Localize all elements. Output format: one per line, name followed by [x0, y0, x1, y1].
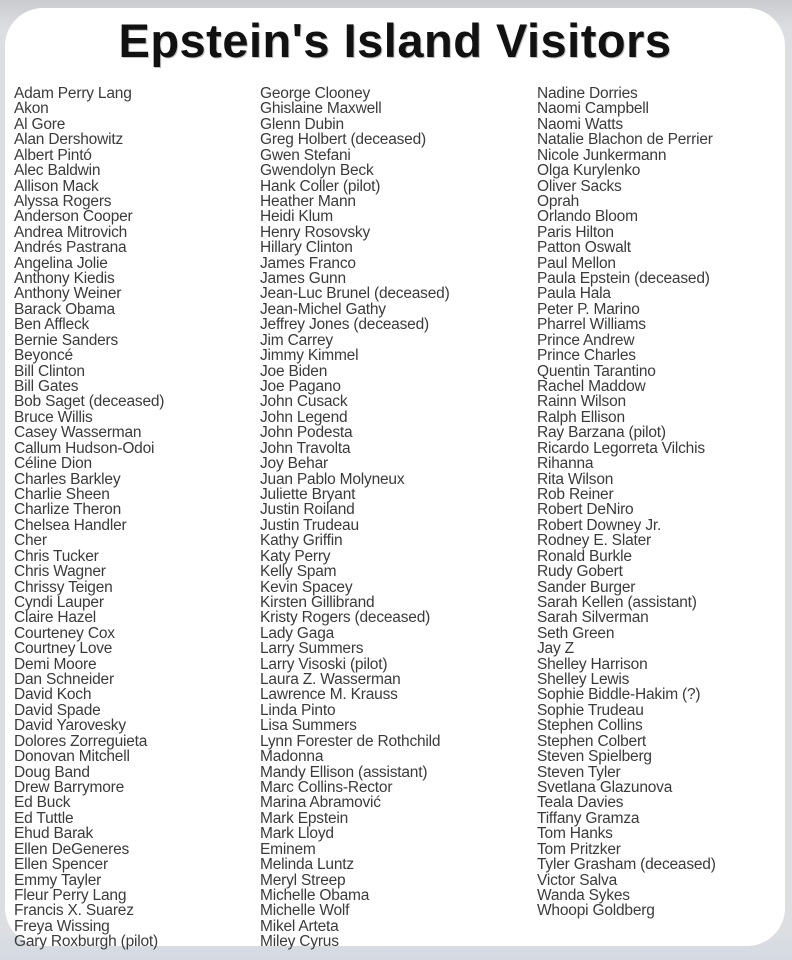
visitor-name: Claire Hazel — [14, 609, 97, 627]
visitor-name: Jay Z — [537, 640, 574, 658]
visitor-name: David Yarovesky — [14, 717, 126, 735]
visitor-name: Ben Affleck — [14, 316, 90, 334]
visitor-name: Emmy Tayler — [14, 871, 102, 889]
visitor-name: Naomi Watts — [537, 115, 623, 133]
visitor-name: Jimmy Kimmel — [260, 347, 359, 365]
visitor-name: Chris Tucker — [14, 547, 99, 565]
visitor-name: Bill Gates — [14, 378, 79, 396]
visitor-name: Natalie Blachon de Perrier — [537, 131, 713, 149]
visitor-name: James Franco — [260, 254, 356, 272]
visitor-name: Hillary Clinton — [260, 239, 353, 257]
visitor-name: Stephen Collins — [537, 717, 643, 735]
visitor-name: Joe Pagano — [260, 378, 341, 396]
visitor-name: Ricardo Legorreta Vilchis — [537, 439, 705, 457]
visitor-name: Svetlana Glazunova — [537, 778, 673, 796]
visitor-name: Wanda Sykes — [537, 886, 630, 904]
visitor-name: Courteney Cox — [14, 624, 115, 642]
visitor-name: Joe Biden — [260, 362, 328, 380]
visitor-name: Charlie Sheen — [14, 485, 110, 503]
visitor-name: Laura Z. Wasserman — [260, 671, 401, 689]
visitor-name: Céline Dion — [14, 455, 92, 473]
page-title: Epstein's Island Visitors — [118, 14, 672, 67]
visitor-name: Dolores Zorreguieta — [14, 732, 148, 750]
visitor-name: Chrissy Teigen — [14, 578, 113, 596]
visitor-column-1 — [14, 85, 260, 951]
visitor-name: Rudy Gobert — [537, 563, 623, 581]
visitor-name: Prince Andrew — [537, 331, 635, 349]
visitor-name: Jean-Luc Brunel (deceased) — [260, 285, 450, 303]
visitor-name: Courtney Love — [14, 640, 113, 658]
visitor-name: Callum Hudson-Odoi — [14, 439, 155, 457]
visitor-name: Anthony Weiner — [14, 285, 122, 303]
visitor-name: Peter P. Marino — [537, 300, 640, 318]
visitor-name: Drew Barrymore — [14, 778, 125, 796]
visitor-name: Kelly Spam — [260, 563, 337, 581]
visitor-name: Akon — [14, 100, 49, 118]
visitor-name: Ray Barzana (pilot) — [537, 424, 666, 442]
visitor-name: Sophie Biddle-Hakim (?) — [537, 686, 701, 704]
visitor-name: Albert Pintó — [14, 146, 92, 164]
visitor-name: Joy Behar — [260, 455, 328, 473]
visitor-name: Tiffany Gramza — [537, 809, 640, 827]
visitor-name: Oprah — [537, 192, 580, 210]
visitor-name: Sander Burger — [537, 578, 636, 596]
visitor-name: Eminem — [260, 840, 316, 858]
visitor-name: Adam Perry Lang — [14, 85, 132, 102]
visitor-name: Sarah Kellen (assistant) — [537, 593, 697, 611]
visitor-name: Justin Trudeau — [260, 516, 359, 534]
visitor-name: Quentin Tarantino — [537, 362, 656, 380]
visitor-name: Cyndi Lauper — [14, 593, 104, 611]
visitor-name: David Koch — [14, 686, 92, 704]
visitor-name: Chelsea Handler — [14, 516, 127, 534]
visitor-name: Nadine Dorries — [537, 85, 638, 102]
visitor-name: Allison Mack — [14, 177, 99, 195]
visitor-name: Heather Mann — [260, 192, 356, 210]
visitor-name: Rita Wilson — [537, 470, 614, 488]
visitor-name: Donovan Mitchell — [14, 748, 130, 766]
visitor-name: Anthony Kiedis — [14, 270, 115, 288]
visitor-name: Linda Pinto — [260, 701, 336, 719]
visitor-name: Jeffrey Jones (deceased) — [260, 316, 429, 334]
visitor-name: Juan Pablo Molyneux — [260, 470, 405, 488]
visitor-name: Hank Coller (pilot) — [260, 177, 381, 195]
visitor-name: Ralph Ellison — [537, 408, 625, 426]
visitor-name: Lady Gaga — [260, 624, 335, 642]
visitor-name: Francis X. Suarez — [14, 902, 134, 920]
visitor-name: Marc Collins-Rector — [260, 778, 393, 796]
visitor-name: Nicole Junkermann — [537, 146, 667, 164]
visitor-name: Beyoncé — [14, 347, 73, 365]
visitor-name: Robert DeNiro — [537, 501, 634, 519]
visitor-name: Ed Tuttle — [14, 809, 74, 827]
visitor-name: Doug Band — [14, 763, 90, 781]
visitor-name: Larry Summers — [260, 640, 364, 658]
visitor-name: Seth Green — [537, 624, 615, 642]
visitor-name: Al Gore — [14, 115, 66, 133]
visitor-name: Rihanna — [537, 455, 594, 473]
visitor-name: Robert Downey Jr. — [537, 516, 662, 534]
visitor-name: Prince Charles — [537, 347, 636, 365]
visitor-name: Steven Tyler — [537, 763, 621, 781]
visitor-name: Casey Wasserman — [14, 424, 142, 442]
visitor-name: Andrea Mitrovich — [14, 223, 128, 241]
visitor-name: Kirsten Gillibrand — [260, 593, 375, 611]
visitor-name: Katy Perry — [260, 547, 331, 565]
visitor-name: Mikel Arteta — [260, 917, 339, 935]
visitor-name: Steven Spielberg — [537, 748, 652, 766]
visitor-name: Mandy Ellison (assistant) — [260, 763, 428, 781]
visitor-name: Cher — [14, 532, 47, 550]
visitor-name: John Travolta — [260, 439, 351, 457]
visitor-name: Juliette Bryant — [260, 485, 356, 503]
visitor-name: George Clooney — [260, 85, 371, 102]
visitor-name: Alyssa Rogers — [14, 192, 112, 210]
visitor-name: Dan Schneider — [14, 671, 114, 689]
visitor-name: Ellen Spencer — [14, 856, 108, 874]
visitor-name: Oliver Sacks — [537, 177, 622, 195]
visitor-name: Kevin Spacey — [260, 578, 353, 596]
visitor-name: Chris Wagner — [14, 563, 106, 581]
visitor-name: Mark Epstein — [260, 809, 349, 827]
visitor-name: James Gunn — [260, 270, 346, 288]
visitor-name: Gary Roxburgh (pilot) — [14, 933, 158, 951]
visitor-name: Tom Pritzker — [537, 840, 621, 858]
visitor-name: John Cusack — [260, 393, 348, 411]
visitor-name: Charlize Theron — [14, 501, 121, 519]
visitor-name: Justin Roiland — [260, 501, 355, 519]
visitor-name: Fleur Perry Lang — [14, 886, 127, 904]
visitor-name: Sophie Trudeau — [537, 701, 644, 719]
visitor-name: Greg Holbert (deceased) — [260, 131, 426, 149]
visitor-name: Miley Cyrus — [260, 933, 339, 951]
visitor-name: Tom Hanks — [537, 825, 613, 843]
visitor-name: Madonna — [260, 748, 324, 766]
visitor-name: Mark Lloyd — [260, 825, 334, 843]
visitor-name: Stephen Colbert — [537, 732, 647, 750]
visitor-name: Paul Mellon — [537, 254, 616, 272]
visitor-name: Lawrence M. Krauss — [260, 686, 398, 704]
visitor-name: Alec Baldwin — [14, 162, 101, 180]
visitor-name: Lynn Forester de Rothchild — [260, 732, 441, 750]
visitor-name: Michelle Wolf — [260, 902, 350, 920]
visitor-name: Lisa Summers — [260, 717, 357, 735]
visitor-name: Charles Barkley — [14, 470, 121, 488]
visitor-name: Bill Clinton — [14, 362, 85, 380]
visitor-column-3 — [537, 86, 781, 938]
visitor-name: Whoopi Goldberg — [537, 902, 655, 920]
visitor-name: Marina Abramović — [260, 794, 381, 812]
visitor-name: Ehud Barak — [14, 825, 93, 843]
visitor-name: Pharrel Williams — [537, 316, 646, 334]
visitor-name: Henry Rosovsky — [260, 223, 371, 241]
visitor-name: Meryl Streep — [260, 871, 346, 889]
visitors-list — [14, 85, 781, 951]
visitor-name: Jim Carrey — [260, 331, 333, 349]
visitor-name: Freya Wissing — [14, 917, 110, 935]
visitor-name: Kathy Griffin — [260, 532, 343, 550]
visitor-name: Rachel Maddow — [537, 378, 646, 396]
visitor-name: Ed Buck — [14, 794, 71, 812]
visitor-name: Bruce Willis — [14, 408, 93, 426]
visitor-name: Teala Davies — [537, 794, 624, 812]
visitor-name: Gwen Stefani — [260, 146, 351, 164]
visitor-name: Patton Oswalt — [537, 239, 631, 257]
visitor-name: Shelley Harrison — [537, 655, 648, 673]
visitor-name: Paula Epstein (deceased) — [537, 270, 710, 288]
visitors-card — [5, 8, 785, 951]
visitor-name: Rob Reiner — [537, 485, 614, 503]
visitor-name: Orlando Bloom — [537, 208, 638, 226]
visitor-name: Jean-Michel Gathy — [260, 300, 386, 318]
visitor-name: Rainn Wilson — [537, 393, 626, 411]
visitor-name: David Spade — [14, 701, 101, 719]
visitor-name: Ellen DeGeneres — [14, 840, 130, 858]
visitor-name: John Podesta — [260, 424, 353, 442]
visitor-name: Kristy Rogers (deceased) — [260, 609, 431, 627]
visitor-name: Angelina Jolie — [14, 254, 108, 272]
visitor-name: Gwendolyn Beck — [260, 162, 374, 180]
visitor-name: Ronald Burkle — [537, 547, 632, 565]
visitor-name: Heidi Klum — [260, 208, 333, 226]
visitor-name: Michelle Obama — [260, 886, 370, 904]
visitor-name: John Legend — [260, 408, 348, 426]
visitor-column-2 — [260, 85, 537, 951]
visitor-name: Ghislaine Maxwell — [260, 100, 382, 118]
visitor-name: Barack Obama — [14, 300, 115, 318]
visitor-name: Shelley Lewis — [537, 671, 630, 689]
visitor-name: Tyler Grasham (deceased) — [537, 856, 716, 874]
visitor-name: Anderson Cooper — [14, 208, 133, 226]
visitor-name: Rodney E. Slater — [537, 532, 651, 550]
visitor-name: Andrés Pastrana — [14, 239, 127, 257]
visitor-name: Naomi Campbell — [537, 100, 649, 118]
visitor-name: Paula Hala — [537, 285, 611, 303]
visitor-name: Larry Visoski (pilot) — [260, 655, 388, 673]
visitor-name: Bernie Sanders — [14, 331, 119, 349]
visitor-name: Demi Moore — [14, 655, 97, 673]
visitor-name: Sarah Silverman — [537, 609, 649, 627]
visitor-name: Victor Salva — [537, 871, 618, 889]
visitor-name: Melinda Luntz — [260, 856, 354, 874]
visitor-name: Glenn Dubin — [260, 115, 344, 133]
visitor-name: Alan Dershowitz — [14, 131, 123, 149]
visitor-name: Bob Saget (deceased) — [14, 393, 165, 411]
visitor-name: Paris Hilton — [537, 223, 614, 241]
visitor-name: Olga Kurylenko — [537, 162, 641, 180]
